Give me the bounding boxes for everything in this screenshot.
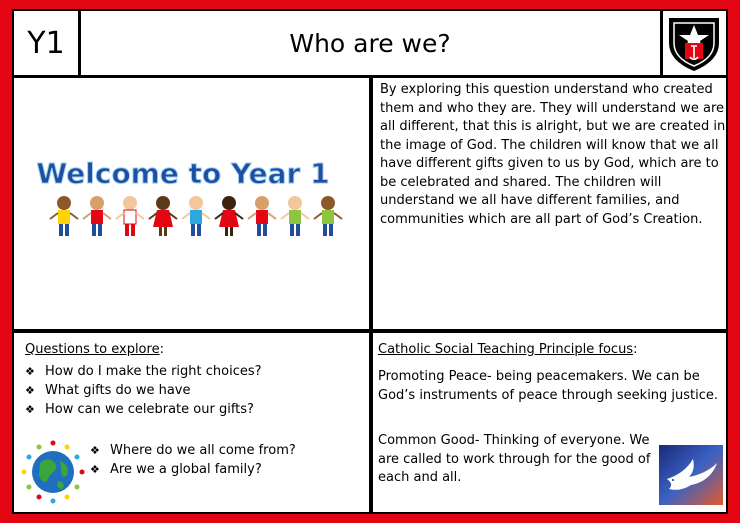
diamond-bullet-icon: ❖ [25, 403, 35, 416]
welcome-banner-text: Welcome to Year 1 [36, 157, 330, 190]
intro-paragraph: By exploring this question understand who created them and who they are. They will understand we are all different, that this is alright, but we are created in the image of God. The children will know that we all have different gifts given to us by God, which are to be celebrated and shared. The children will understand we all have different families, and communities which are all part of God’s Creation. [380, 82, 726, 227]
list-item: ❖ How can we celebrate our gifts? [25, 402, 254, 417]
children-figures [50, 196, 342, 236]
diamond-bullet-icon: ❖ [25, 365, 35, 378]
diamond-bullet-icon: ❖ [25, 384, 35, 397]
diamond-bullet-icon: ❖ [90, 463, 100, 476]
questions-heading-text: Questions to explore [25, 342, 160, 357]
cst-paragraph-common-good: Common Good- Thinking of everyone. We are called to work through for the good of each and all. [378, 433, 651, 485]
cst-heading [378, 342, 637, 357]
list-item: ❖ Are we a global family? [90, 462, 262, 477]
content-sheet [12, 9, 728, 514]
questions-heading-suffix: : [159, 342, 164, 357]
welcome-image [18, 85, 368, 323]
year-label: Y1 [27, 25, 65, 61]
globe-icon [20, 439, 86, 505]
list-item: ❖ Where do we all come from? [90, 443, 296, 458]
list-item: ❖ How do I make the right choices? [25, 364, 262, 379]
questions-list-2 [90, 441, 296, 479]
questions-heading [25, 342, 164, 357]
cst-heading-text: Catholic Social Teaching Principle focus [378, 342, 634, 357]
badge-divider [660, 11, 663, 75]
dove-icon [659, 445, 723, 505]
list-item: ❖ What gifts do we have [25, 383, 191, 398]
shield-icon [664, 13, 724, 73]
cst-paragraph-peace: Promoting Peace- being peacemakers. We can be God’s instruments of peace through seeking justice. [378, 369, 719, 403]
middle-divider [14, 329, 726, 333]
page-title: Who are we? [289, 28, 451, 58]
cst-heading-suffix: : [633, 342, 638, 357]
questions-list [25, 362, 262, 419]
diamond-bullet-icon: ❖ [90, 444, 100, 457]
center-divider [369, 78, 373, 512]
